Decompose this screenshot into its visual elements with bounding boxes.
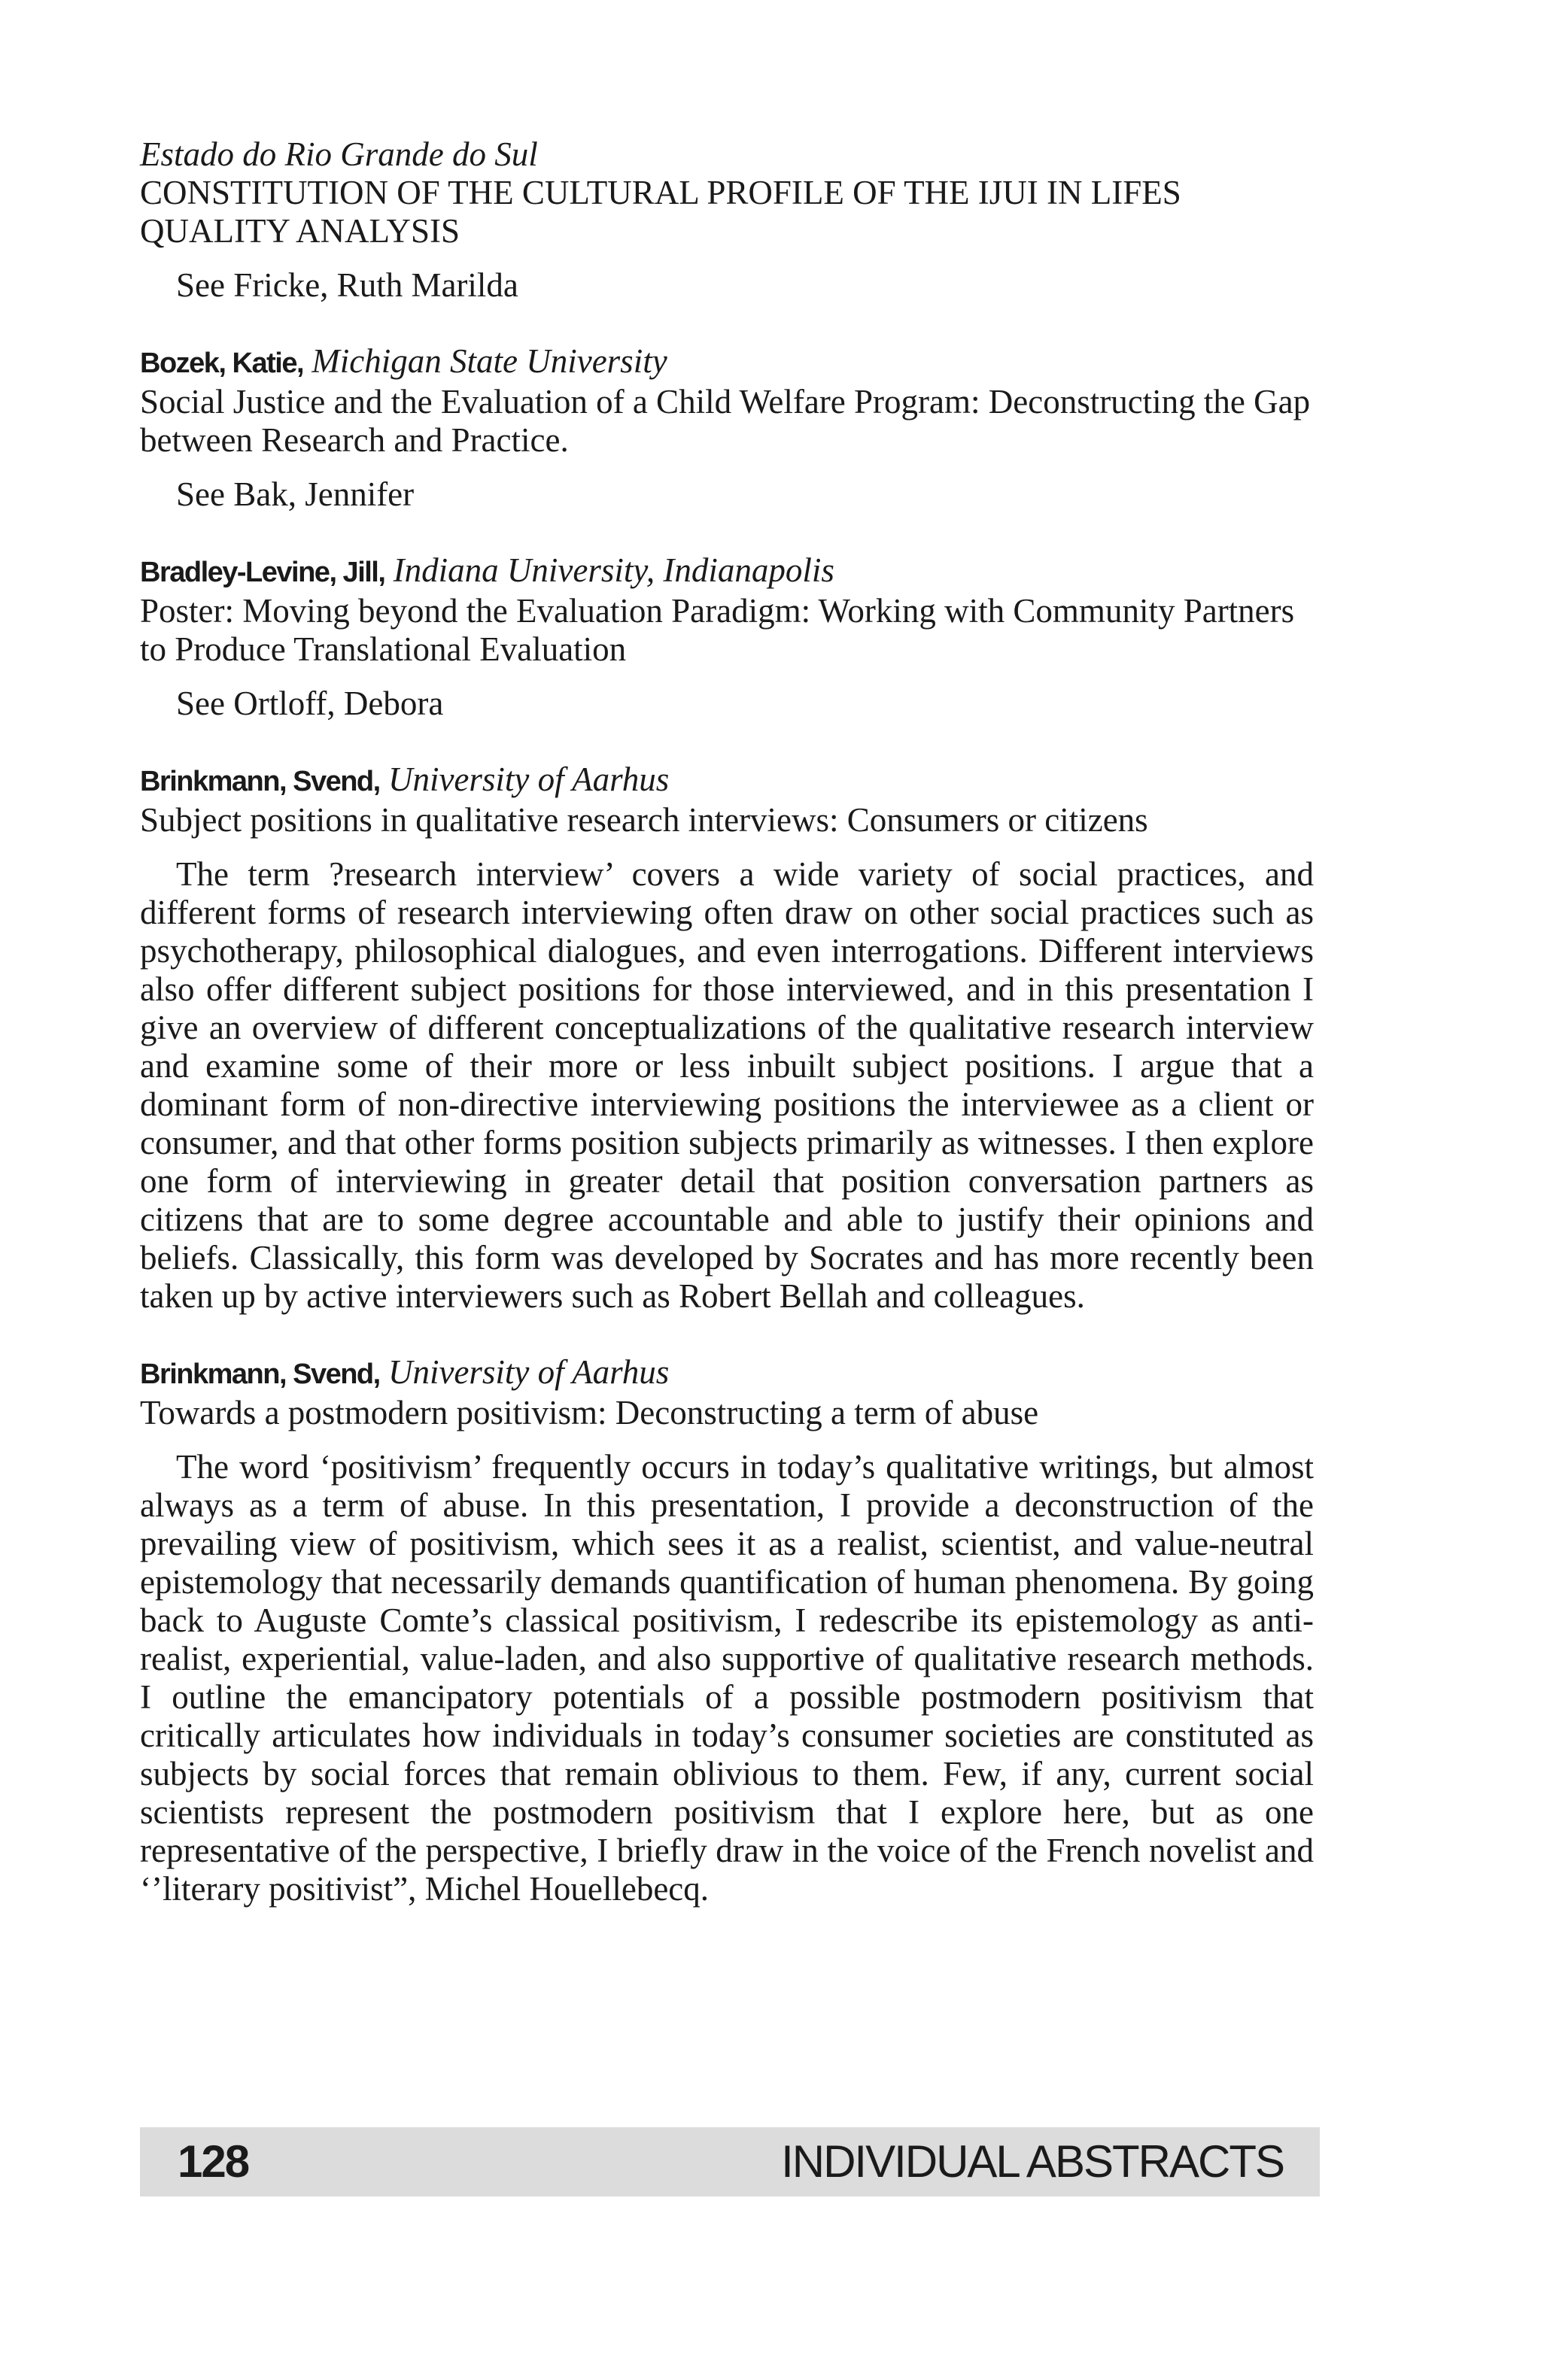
- entry-3: [140, 551, 1314, 723]
- entry-affiliation: Michigan State University: [312, 342, 667, 380]
- entry-author: Brinkmann, Svend,: [140, 766, 380, 797]
- entry-affiliation: University of Aarhus: [388, 760, 670, 798]
- entry-5: [140, 1353, 1314, 1908]
- entry-author: Brinkmann, Svend,: [140, 1358, 380, 1390]
- page-content: [140, 135, 1314, 1946]
- entry-see-reference: See Bak, Jennifer: [176, 475, 415, 513]
- entry-title: Subject positions in qualitative research interviews: Consumers or citizens: [140, 801, 1148, 839]
- entry-title: Poster: Moving beyond the Evaluation Paradigm: Working with Community Partners to Produce Translational Evaluation: [140, 592, 1295, 668]
- entry-author-line: [140, 760, 1314, 801]
- entry-2: [140, 342, 1314, 514]
- entry-see-reference: See Ortloff, Debora: [176, 685, 444, 722]
- entry-affiliation: University of Aarhus: [388, 1353, 670, 1391]
- entry-author-line: [140, 551, 1314, 592]
- entry-4: [140, 760, 1314, 1316]
- entry-affiliation: Indiana University, Indianapolis: [393, 551, 834, 589]
- entry-author: Bradley-Levine, Jill,: [140, 557, 385, 588]
- entry-see-reference: See Fricke, Ruth Marilda: [176, 266, 518, 304]
- page-number: 128: [178, 2136, 249, 2187]
- entry-lead-italic: Estado do Rio Grande do Sul: [140, 135, 538, 173]
- entry-abstract: The term ?research interview’ covers a wide variety of social practices, and different forms of research interviewing often draw on other social practices such as psychotherapy, philosophical dialogues, and even interrogations. Different interviews also offer different subject positions for those interviewed, and in this presentation I give an overview of different conceptualizations of the qualitative research interview and examine some of their more or less inbuilt subject positions. I argue that a dominant form of non-directive interviewing positions the interviewee as a client or consumer, and that other forms position subjects primarily as witnesses. I then explore one form of interviewing in greater detail that position conversation partners as citizens that are to some degree accountable and able to justify their opinions and beliefs. Classically, this form was developed by Socrates and has more recently been taken up by active interviewers such as Robert Bellah and colleagues.: [140, 855, 1314, 1315]
- entry-author-line: [140, 342, 1314, 383]
- entry-abstract: The word ‘positivism’ frequently occurs in today’s qualitative writings, but almost always as a term of abuse. In this presentation, I provide a deconstruction of the prevailing view of positivism, which sees it as a realist, scientist, and value-neutral epistemology that necessarily demands quantification of human phenomena. By going back to Auguste Comte’s classical positivism, I redescribe its epistemology as anti-realist, experiential, value-laden, and also supportive of qualitative research methods. I outline the emancipatory potentials of a possible postmodern positivism that critically articulates how individuals in today’s consumer societies are constituted as subjects by social forces that remain oblivious to them. Few, if any, current social scientists represent the postmodern positivism that I explore here, but as one representative of the perspective, I briefly draw in the voice of the French novelist and ‘’literary positivist”, Michel Houellebecq.: [140, 1448, 1314, 1908]
- entry-title: Social Justice and the Evaluation of a Child Welfare Program: Deconstructing the Gap between Research and Practice.: [140, 383, 1311, 459]
- entry-title: Towards a postmodern positivism: Deconstructing a term of abuse: [140, 1394, 1039, 1431]
- entry-author-line: [140, 1353, 1314, 1394]
- entry-title: CONSTITUTION OF THE CULTURAL PROFILE OF THE IJUI IN LIFES QUALITY ANALYSIS: [140, 174, 1181, 250]
- section-title: INDIVIDUAL ABSTRACTS: [781, 2136, 1284, 2187]
- entry-author: Bozek, Katie,: [140, 348, 304, 379]
- page-footer: [140, 2127, 1320, 2196]
- entry-1: [140, 135, 1314, 305]
